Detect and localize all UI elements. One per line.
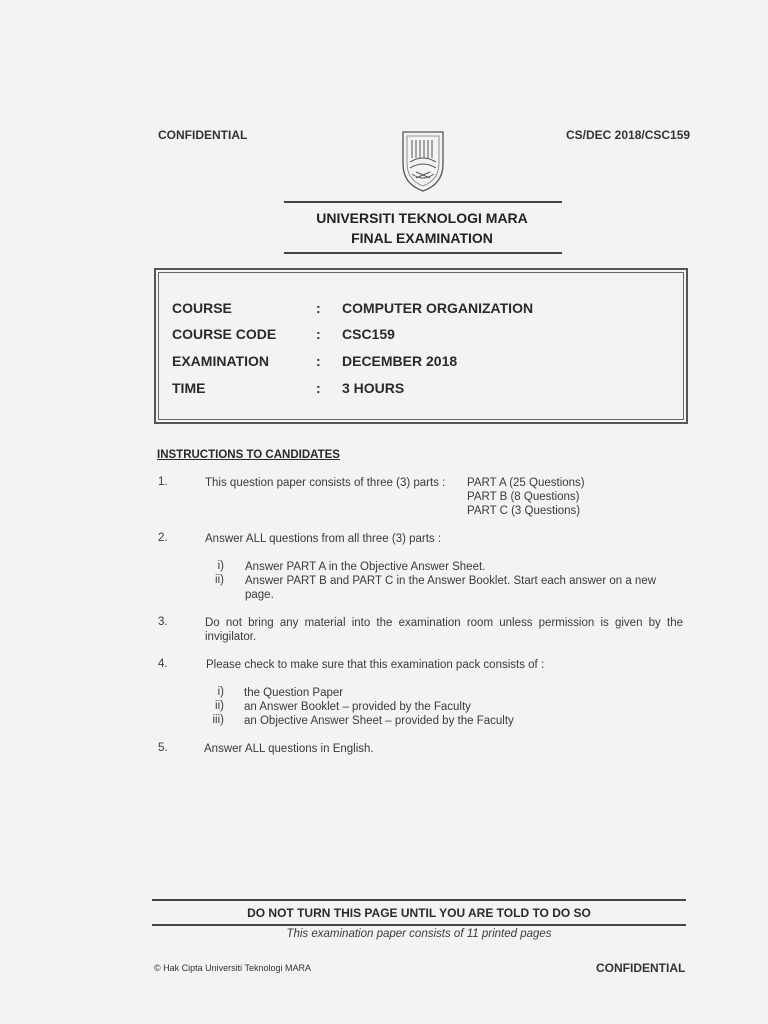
exam-title: FINAL EXAMINATION xyxy=(351,230,493,246)
course-sep: : xyxy=(316,300,321,316)
sub-text: an Answer Booklet – provided by the Faculty xyxy=(244,701,471,713)
examination-value: DECEMBER 2018 xyxy=(342,353,458,369)
item-text: Answer ALL questions in English. xyxy=(204,743,374,755)
title-rule-bottom xyxy=(284,252,562,254)
footer-confidential: CONFIDENTIAL xyxy=(596,961,686,975)
course-code-sep: : xyxy=(316,326,321,342)
sub-numeral: i) xyxy=(217,686,224,698)
part-a: PART A (25 Questions) xyxy=(467,477,585,489)
examination-sep: : xyxy=(316,353,321,369)
footer-rule-bottom xyxy=(152,924,686,926)
instructions-title: INSTRUCTIONS TO CANDIDATES xyxy=(157,449,340,461)
page-count-note: This examination paper consists of 11 printed pages xyxy=(286,928,552,940)
sub-numeral: iii) xyxy=(212,714,224,726)
part-b: PART B (8 Questions) xyxy=(467,491,580,503)
item-number: 2. xyxy=(158,532,168,544)
item-number: 4. xyxy=(158,658,168,670)
time-label: TIME xyxy=(172,380,206,396)
sub-text: Answer PART A in the Objective Answer Sheet. xyxy=(245,561,486,573)
course-label: COURSE xyxy=(172,300,232,316)
copyright-notice: © Hak Cipta Universiti Teknologi MARA xyxy=(154,963,312,973)
course-info-box-inner xyxy=(158,272,684,420)
item-text-cont: invigilator. xyxy=(205,631,257,643)
header-course-ref: CS/DEC 2018/CSC159 xyxy=(566,128,691,142)
course-value: COMPUTER ORGANIZATION xyxy=(342,300,534,316)
time-value: 3 HOURS xyxy=(342,380,405,396)
item-text: Answer ALL questions from all three (3) parts : xyxy=(205,533,442,545)
item-text: Please check to make sure that this examination pack consists of : xyxy=(206,659,545,671)
sub-numeral: i) xyxy=(217,560,224,572)
course-code-label: COURSE CODE xyxy=(172,326,277,342)
footer-rule-top xyxy=(152,899,686,901)
header-confidential: CONFIDENTIAL xyxy=(158,128,248,142)
footer-warning: DO NOT TURN THIS PAGE UNTIL YOU ARE TOLD TO DO SO xyxy=(247,906,591,920)
course-code-value: CSC159 xyxy=(342,326,395,342)
title-rule-top xyxy=(284,201,562,203)
sub-text: an Objective Answer Sheet – provided by the Faculty xyxy=(244,715,514,727)
sub-text: the Question Paper xyxy=(244,687,344,699)
sub-numeral: ii) xyxy=(215,574,224,586)
university-crest-icon xyxy=(398,128,448,194)
sub-numeral: ii) xyxy=(215,700,224,712)
part-c: PART C (3 Questions) xyxy=(467,505,581,517)
item-number: 5. xyxy=(158,742,168,754)
sub-text: Answer PART B and PART C in the Answer Booklet. Start each answer on a new xyxy=(245,575,657,587)
item-number: 3. xyxy=(158,616,168,628)
examination-label: EXAMINATION xyxy=(172,353,269,369)
item-text: This question paper consists of three (3) parts : xyxy=(205,477,446,489)
sub-text-cont: page. xyxy=(245,589,274,601)
university-name: UNIVERSITI TEKNOLOGI MARA xyxy=(316,210,528,226)
item-text: Do not bring any material into the examination room unless permission is given by the xyxy=(205,617,683,629)
time-sep: : xyxy=(316,380,321,396)
item-number: 1. xyxy=(158,476,168,488)
